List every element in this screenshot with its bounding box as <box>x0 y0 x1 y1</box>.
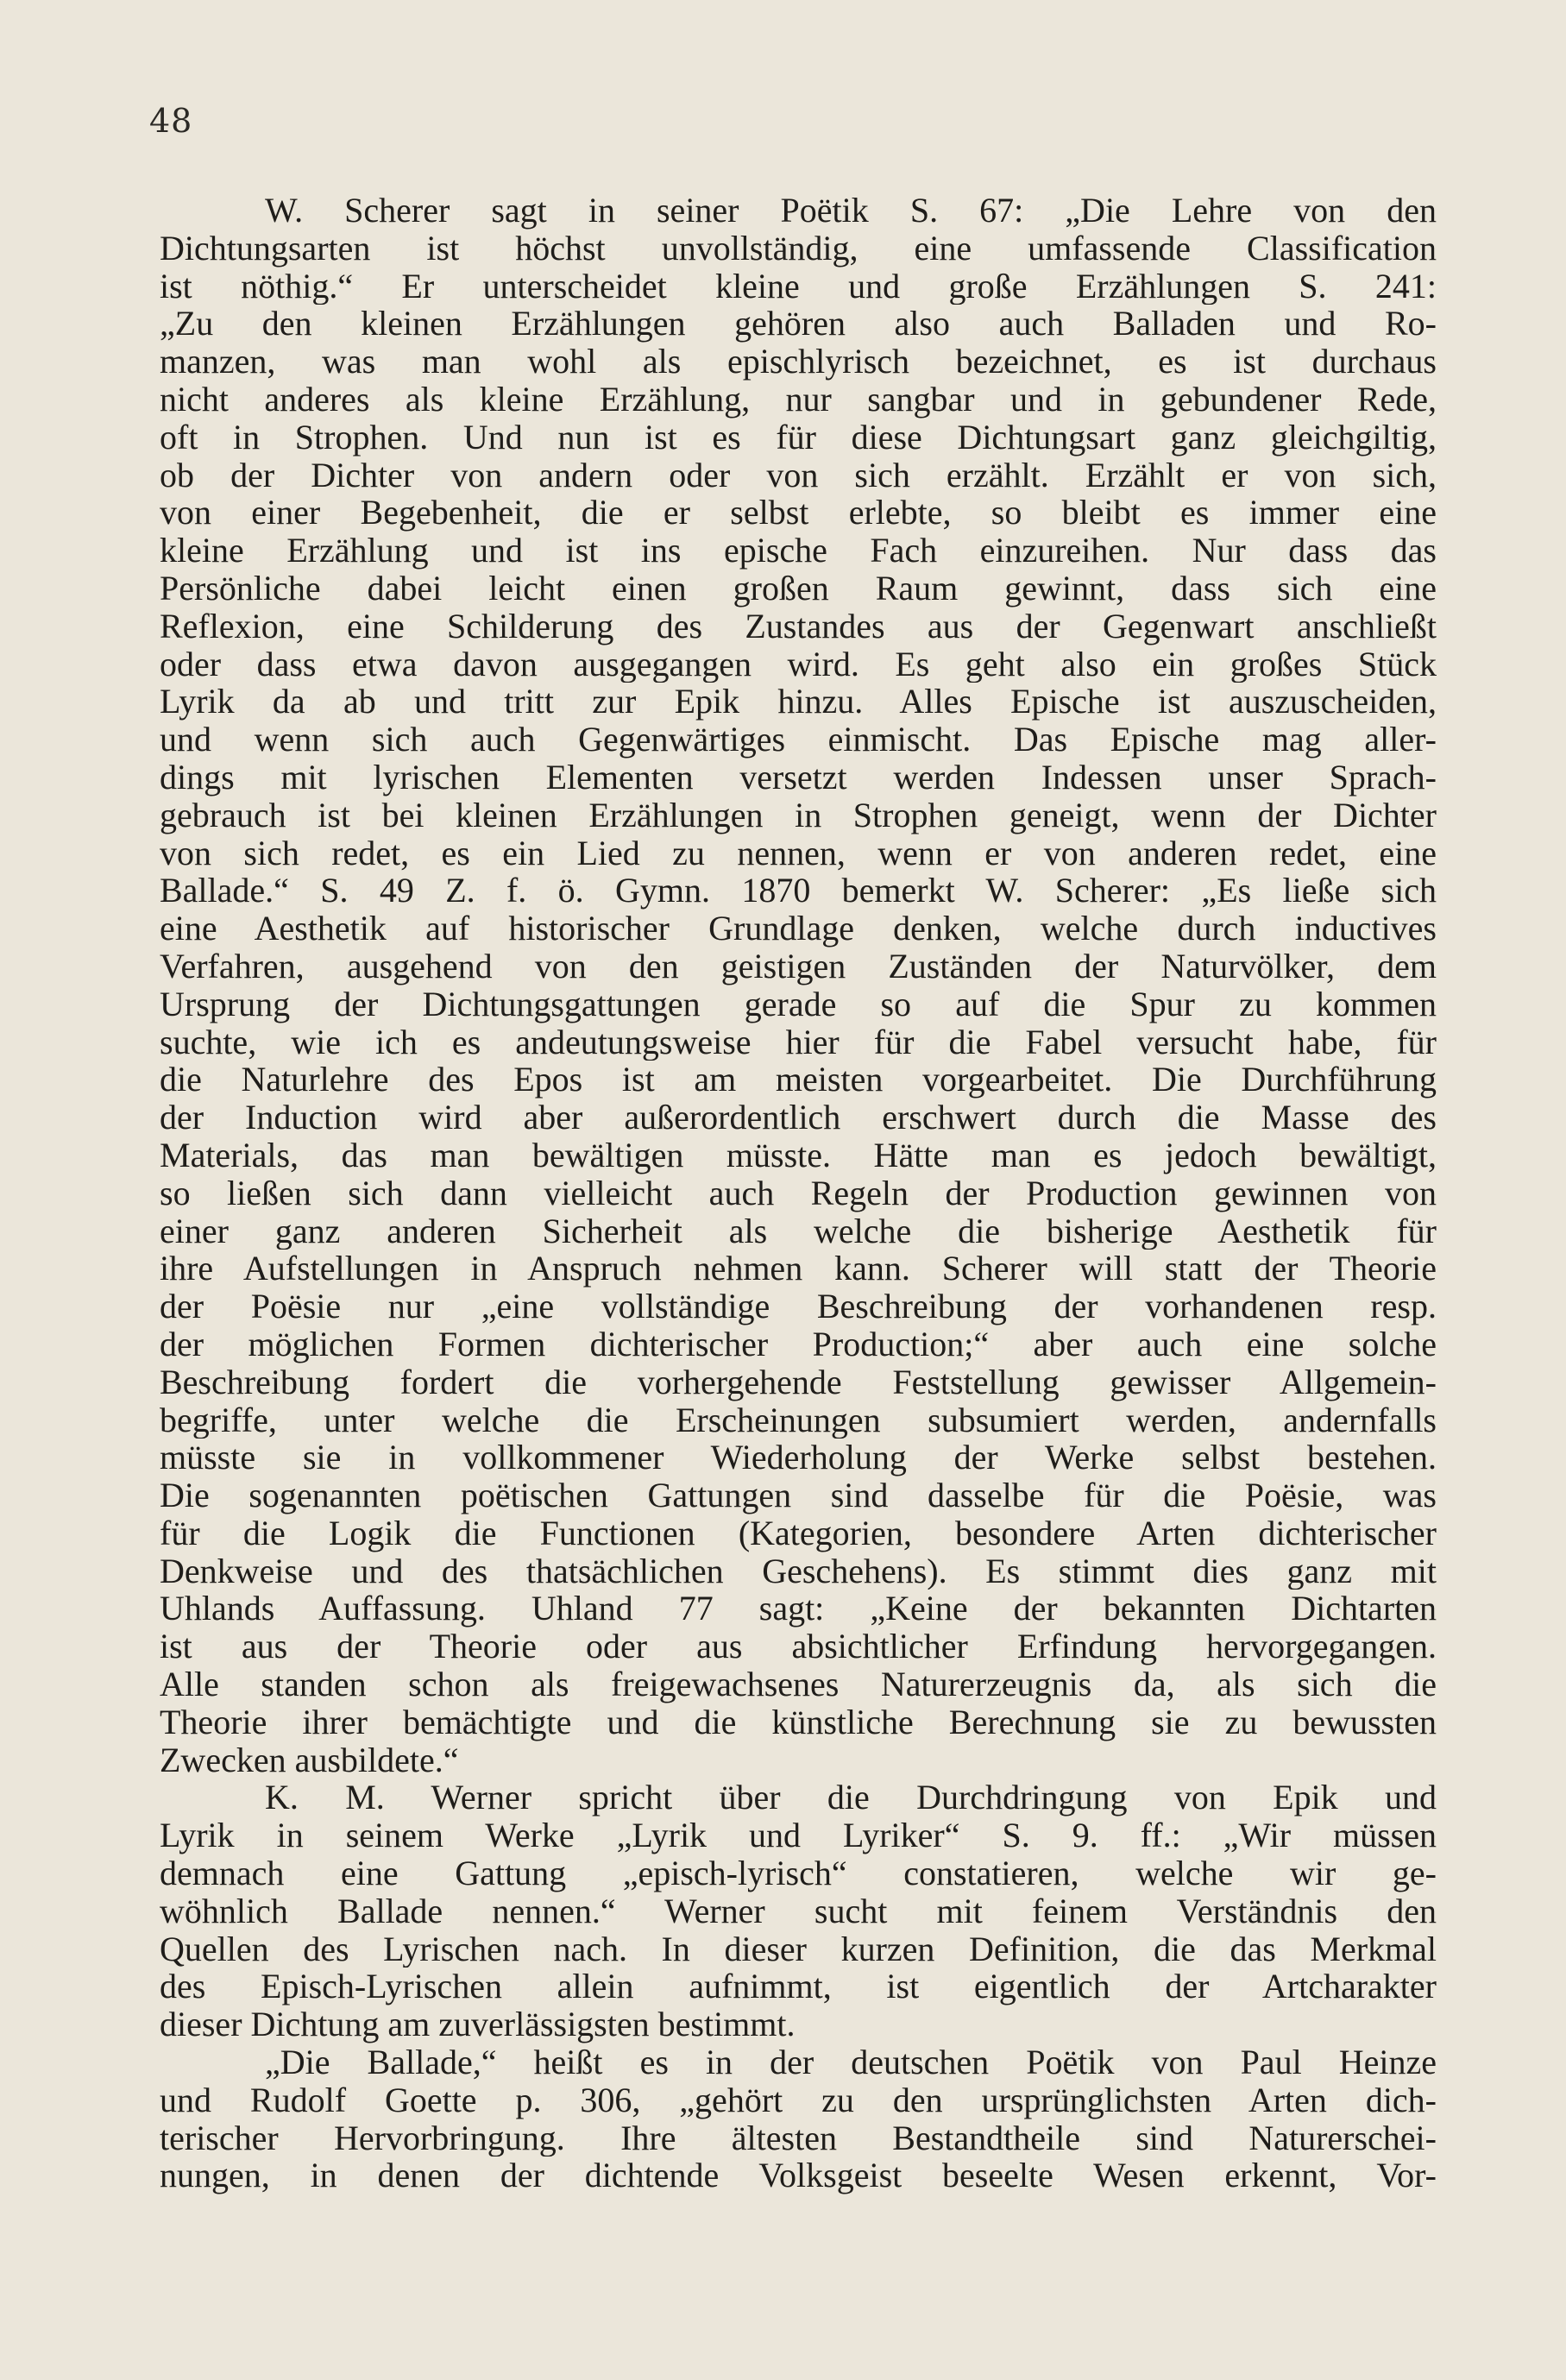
text-line: von einer Begebenheit, die er selbst erlebte, so bleibt es immer eine <box>160 494 1437 532</box>
text-line: oder dass etwa davon ausgegangen wird. Es geht also ein großes Stück <box>160 645 1437 683</box>
text-line: Lyrik da ab und tritt zur Epik hinzu. Alles Epische ist auszuscheiden, <box>160 683 1437 721</box>
text-line: ist nöthig.“ Er unterscheidet kleine und große Erzählungen S. 241: <box>160 267 1437 305</box>
text-line: so ließen sich dann vielleicht auch Regeln der Production gewinnen von <box>160 1174 1437 1212</box>
text-line: gebrauch ist bei kleinen Erzählungen in Strophen geneigt, wenn der Dichter <box>160 796 1437 834</box>
text-line: für die Logik die Functionen (Kategorien, besondere Arten dichterischer <box>160 1514 1437 1552</box>
text-line: und Rudolf Goette p. 306, „gehört zu den ursprünglichsten Arten dich- <box>160 2081 1437 2119</box>
text-line: des Episch-Lyrischen allein aufnimmt, ist eigentlich der Artcharakter <box>160 1968 1437 2006</box>
text-line: Dichtungsarten ist höchst unvollständig, eine umfassende Classification <box>160 229 1437 268</box>
text-line: der Induction wird aber außerordentlich erschwert durch die Masse des <box>160 1099 1437 1136</box>
text-line: ihre Aufstellungen in Anspruch nehmen kann. Scherer will statt der Theorie <box>160 1250 1437 1288</box>
text-line: W. Scherer sagt in seiner Poëtik S. 67: „Die Lehre von den <box>265 192 1437 230</box>
text-line: Uhlands Auffassung. Uhland 77 sagt: „Keine der bekannten Dichtarten <box>160 1590 1437 1628</box>
text-line: dieser Dichtung am zuverlässigsten bestimmt. <box>160 2005 796 2044</box>
text-line: Verfahren, ausgehend von den geistigen Zuständen der Naturvölker, dem <box>160 947 1437 985</box>
body-text <box>160 192 1437 2194</box>
text-line: nungen, in denen der dichtende Volksgeist beseelte Wesen erkennt, Vor- <box>160 2156 1437 2195</box>
text-line: Alle standen schon als freigewachsenes Naturerzeugnis da, als sich die <box>160 1665 1437 1703</box>
text-line: ist aus der Theorie oder aus absichtlicher Erfindung hervorgegangen. <box>160 1628 1437 1666</box>
text-line: der möglichen Formen dichterischer Production;“ aber auch eine solche <box>160 1325 1437 1363</box>
text-line: „Zu den kleinen Erzählungen gehören also auch Balladen und Ro- <box>160 305 1437 343</box>
text-line: nicht anderes als kleine Erzählung, nur sangbar und in gebundener Rede, <box>160 380 1437 419</box>
text-line: „Die Ballade,“ heißt es in der deutschen Poëtik von Paul Heinze <box>265 2043 1437 2081</box>
text-line: Reflexion, eine Schilderung des Zustandes aus der Gegenwart anschließt <box>160 607 1437 645</box>
text-line: Lyrik in seinem Werke „Lyrik und Lyriker“ S. 9. ff.: „Wir müssen <box>160 1816 1437 1855</box>
text-line: von sich redet, es ein Lied zu nennen, wenn er von anderen redet, eine <box>160 834 1437 872</box>
text-line: suchte, wie ich es andeutungsweise hier für die Fabel versucht habe, für <box>160 1023 1437 1061</box>
text-line: Materials, das man bewältigen müsste. Hätte man es jedoch bewältigt, <box>160 1136 1437 1174</box>
text-line: die Naturlehre des Epos ist am meisten vorgearbeitet. Die Durchführung <box>160 1061 1437 1099</box>
text-line: müsste sie in vollkommener Wiederholung der Werke selbst bestehen. <box>160 1439 1437 1477</box>
text-line: begriffe, unter welche die Erscheinungen subsumiert werden, andernfalls <box>160 1401 1437 1439</box>
text-line: kleine Erzählung und ist ins epische Fach einzureihen. Nur dass das <box>160 532 1437 570</box>
text-line: Denkweise und des thatsächlichen Geschehens). Es stimmt dies ganz mit <box>160 1552 1437 1590</box>
text-line: demnach eine Gattung „episch-lyrisch“ constatieren, welche wir ge- <box>160 1854 1437 1892</box>
page-number: 48 <box>149 102 193 140</box>
text-line: Beschreibung fordert die vorhergehende Feststellung gewisser Allgemein- <box>160 1363 1437 1401</box>
text-line: einer ganz anderen Sicherheit als welche die bisherige Aesthetik für <box>160 1212 1437 1250</box>
text-line: Die sogenannten poëtischen Gattungen sind dasselbe für die Poësie, was <box>160 1476 1437 1514</box>
text-line: ob der Dichter von andern oder von sich erzählt. Erzählt er von sich, <box>160 456 1437 494</box>
text-line: Theorie ihrer bemächtigte und die künstliche Berechnung sie zu bewussten <box>160 1703 1437 1741</box>
text-line: dings mit lyrischen Elementen versetzt werden Indessen unser Sprach- <box>160 758 1437 796</box>
text-line: und wenn sich auch Gegenwärtiges einmischt. Das Epische mag aller- <box>160 721 1437 759</box>
text-line: der Poësie nur „eine vollständige Beschreibung der vorhandenen resp. <box>160 1288 1437 1325</box>
text-line: terischer Hervorbringung. Ihre ältesten Bestandtheile sind Naturerschei- <box>160 2119 1437 2157</box>
text-line: Zwecken ausbildete.“ <box>160 1741 459 1779</box>
text-line: Ursprung der Dichtungsgattungen gerade so auf die Spur zu kommen <box>160 985 1437 1023</box>
text-line: Persönliche dabei leicht einen großen Raum gewinnt, dass sich eine <box>160 569 1437 608</box>
text-line: oft in Strophen. Und nun ist es für diese Dichtungsart ganz gleichgiltig, <box>160 418 1437 456</box>
text-line: manzen, was man wohl als epischlyrisch bezeichnet, es ist durchaus <box>160 343 1437 381</box>
text-line: wöhnlich Ballade nennen.“ Werner sucht mit feinem Verständnis den <box>160 1892 1437 1930</box>
text-line: K. M. Werner spricht über die Durchdringung von Epik und <box>265 1779 1437 1817</box>
text-line: eine Aesthetik auf historischer Grundlage denken, welche durch inductives <box>160 910 1437 948</box>
text-line: Ballade.“ S. 49 Z. f. ö. Gymn. 1870 bemerkt W. Scherer: „Es ließe sich <box>160 872 1437 910</box>
text-line: Quellen des Lyrischen nach. In dieser kurzen Definition, die das Merkmal <box>160 1930 1437 1968</box>
